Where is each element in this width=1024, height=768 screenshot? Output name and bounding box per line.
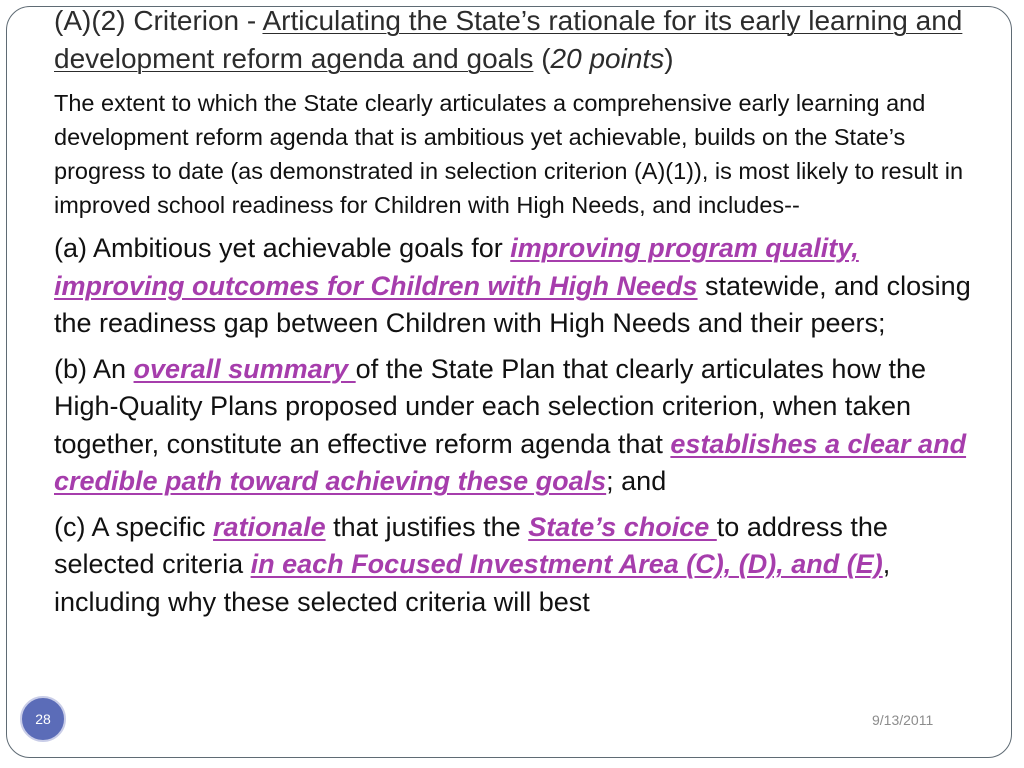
title-underlined: Articulating the State’s rationale for its early learning and development reform agenda and goals: [54, 5, 963, 74]
item-a-highlight-1: improving program quality, improving outcomes for Children with High Needs: [54, 233, 859, 301]
item-b: [54, 351, 972, 501]
title-points: 20 points: [550, 43, 665, 74]
item-c-highlight-2: State’s choice: [528, 511, 717, 542]
item-b-text-1: (b) An: [54, 353, 134, 384]
item-a: [54, 230, 972, 343]
item-b-text-2: of the State Plan that clearly articulates how the High-Quality Plans proposed under each selection criterion, when taken together, constitute an effective reform agenda that: [54, 353, 926, 459]
item-c-text-2: that justifies the: [325, 511, 529, 542]
slide-date: 9/13/2011: [872, 712, 934, 728]
slide-title: [54, 2, 972, 78]
item-b-highlight-1: overall summary: [133, 353, 356, 384]
slide-content: [54, 2, 972, 621]
title-prefix: (A)(2) Criterion -: [54, 5, 263, 36]
item-c-text-3: to address the selected criteria: [54, 511, 888, 579]
item-b-text-3: ; and: [606, 466, 667, 496]
title-open-paren: (: [533, 43, 551, 74]
slide-number-badge: 28: [20, 696, 66, 742]
item-c-highlight-1: rationale: [213, 511, 326, 542]
item-a-text-1: (a) Ambitious yet achievable goals for: [54, 233, 511, 263]
title-close-paren: ): [664, 43, 674, 74]
item-c-text-1: (c) A specific: [54, 511, 214, 542]
item-c-text-4: , including why these selected criteria will best: [54, 549, 891, 617]
item-c-highlight-3: in each Focused Investment Area (C), (D), and (E): [250, 549, 883, 579]
item-a-text-2: statewide, and closing the readiness gap between Children with High Needs and their peers;: [54, 270, 971, 338]
intro-paragraph: The extent to which the State clearly articulates a comprehensive early learning and development reform agenda that is ambitious yet achievable, builds on the State’s progress to date (as demonstrated in selection criterion (A)(1)), is most likely to result in improved school readiness for Children with High Needs, and includes--: [54, 90, 964, 218]
item-b-highlight-2: establishes a clear and credible path toward achieving these goals: [54, 428, 967, 496]
item-c: [54, 509, 972, 622]
